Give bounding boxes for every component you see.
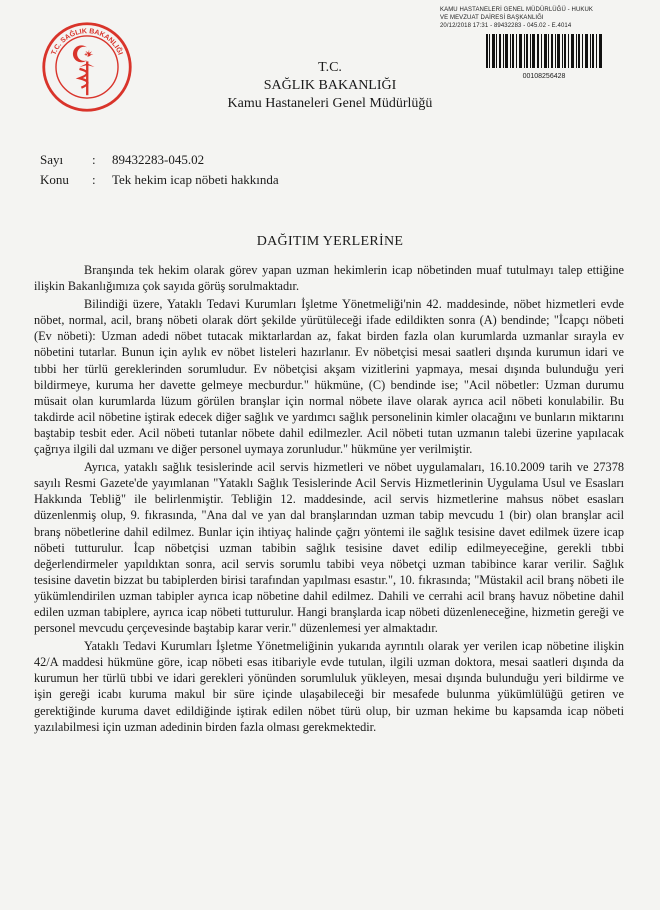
paragraph: Bilindiği üzere, Yataklı Tedavi Kurumları İşletme Yönetmeliği'nin 42. maddesinde, nöbet hizmetleri evde nöbet, normal, acil, branş nöbeti olarak dört şekilde yürütüleceği ifade edildikten sonra (A) bendinde; "İcapçı nöbeti (Ev nöbeti): Uzman adedi nöbet tutacak miktarlardan az, fakat birden fazla olan kurumlarda uzmanlar sırayla ev nöbetini tutarlar. Bunun için aylık ev nöbet listeleri hazırlanır. Ev nöbetçisi mesai saatleri dışında kurumun idari ve tıbbi her türlü gereklerinden sorumludur. Ev nöbetçisi akşam vizitlerini yapmaya, mesai dışında bulunduğu yeri bildirmeye, kuruma her davette gelmeye mecburdur." hükmüne, (C) bendinde ise; "Acil nöbetler: Uzman durumu müsait olan kurumlarda lüzum görülen branşlar için normal nöbete ilave olarak ayrıca acil nöbeti konulabilir. Bu takdirde acil nöbetine iştirak edecek diğer sağlık ve yardımcı sağlık personelinin kimler olacağını ve bunların miktarını baştabip tesbit eder. Acil nöbeti tutanlar nöbete dahil edilmezler. Acil nöbeti tutan uzmanın talebi üzerine yapılacak çağrıya ilgili dal uzmanı ve diğer personel uymaya zorunludur." hükmüne yer verilmiştir.	[34, 297, 624, 457]
document-meta	[40, 150, 279, 190]
heading-ministry: SAĞLIK BAKANLIĞI	[263, 78, 397, 93]
barcode-number: 00108256428	[522, 73, 566, 80]
stamp-line: KAMU HASTANELERİ GENEL MÜDÜRLÜĞÜ - HUKUK	[440, 7, 594, 13]
document-title: DAĞITIM YERLERİNE	[256, 234, 404, 249]
konu-value: Tek hekim icap nöbeti hakkında	[112, 172, 279, 187]
sayi-label: Sayı	[40, 152, 64, 167]
heading-tc: T.C.	[318, 60, 342, 75]
sayi-value: 89432283-045.02	[112, 152, 205, 167]
konu-label: Konu	[40, 172, 69, 187]
heading-directorate: Kamu Hastaneleri Genel Müdürlüğü	[227, 96, 433, 111]
konu-row	[40, 170, 279, 190]
sayi-row	[40, 150, 279, 170]
stamp-line: 20/12/2018 17:31 - 89432283 - 045.02 - E.4014	[440, 23, 572, 29]
colon: :	[92, 172, 96, 187]
letterhead	[0, 59, 660, 113]
paragraph: Yataklı Tedavi Kurumları İşletme Yönetmeliğinin yukarıda ayrıntılı olarak yer verilen icap nöbetine ilişkin 42/A maddesi hükmüne göre, icap nöbeti esas itibariyle evde tutulan, ilgili uzman doktora, mesai saatleri dışında da kurumun her türlü tıbbi ve idari gerekleri yönünden sorumluluk yükleyen, mesai dışında bulunduğu yeri bildirme ve işin gereği icabı kuruma makul bir süre içinde ulaşabileceği bir mesafede bulunma yükümlülüğü getiren ve gerektiğinde kuruma davet edildiğinde iştirak edilen nöbet türü olup, bir uzman hekime bu kapsamda icap nöbeti yazılabilmesi için uzman adedinin birden fazla olması gerekmektedir.	[34, 639, 624, 734]
document-body	[34, 262, 624, 735]
seal-text: T.C. SAĞLIK BAKANLIĞI	[50, 28, 124, 57]
colon: :	[92, 152, 96, 167]
stamp-line: VE MEVZUAT DAİRESİ BAŞKANLIĞI	[440, 15, 544, 21]
paragraph: Ayrıca, yataklı sağlık tesislerinde acil servis hizmetleri ve nöbet uygulamaları, 16.10.2009 tarih ve 27378 sayılı Resmi Gazete'de yayımlanan "Yataklı Sağlık Tesislerinde Acil Servis Hizmetlerinin Uygulama Usul ve Esasları Hakkında Tebliğ" ile belirlenmiştir. Tebliğin 12. maddesinde, acil servis hizmetlerine mahsus nöbet esasları düzenlenmiş olup, 9. fıkrasında, "Ana dal ve yan dal branşlarından uzman tabip mevcudu 1 (bir) olan branşlar acil branş nöbetlerine dahil edilmez. Bunlar için ihtiyaç halinde çağrı yöntemi ile sağlık tesisine davet edilmek üzere icap nöbeti tutturulur. İcap nöbetçisi uzman tabibin sağlık tesisine davet edilip edilmeyeceğine, gerekli tıbbi değerlendirmeler yapıldıktan sonra, acil servis sorumlu tabibi veya nöbetçi uzman tabibince karar verilir. Sağlık tesisine davetin bizzat bu tabiplerden birisi tarafından yapılması esastır.", 10. fıkrasında; "Müstakil acil branş nöbeti ile yükümlendirilen uzman tabipler ayrıca icap nöbetine dahil edilmez. Dahili ve cerrahi acil branş havuz nöbetine dahil edilen uzman tabiplere, ayrıca icap nöbeti tutturulur. Hangi branşlarda icap nöbeti düzenleneceğine, hizmetin gereği ve personel mevcudu çerçevesinde baştabip karar verir." düzenlemesi yer almaktadır.	[34, 460, 624, 636]
paragraph: Branşında tek hekim olarak görev yapan uzman hekimlerin icap nöbetinden muaf tutulmayı talep ettiğine ilişkin Bakanlığımıza çok sayıda görüş sorulmaktadır.	[34, 263, 624, 294]
